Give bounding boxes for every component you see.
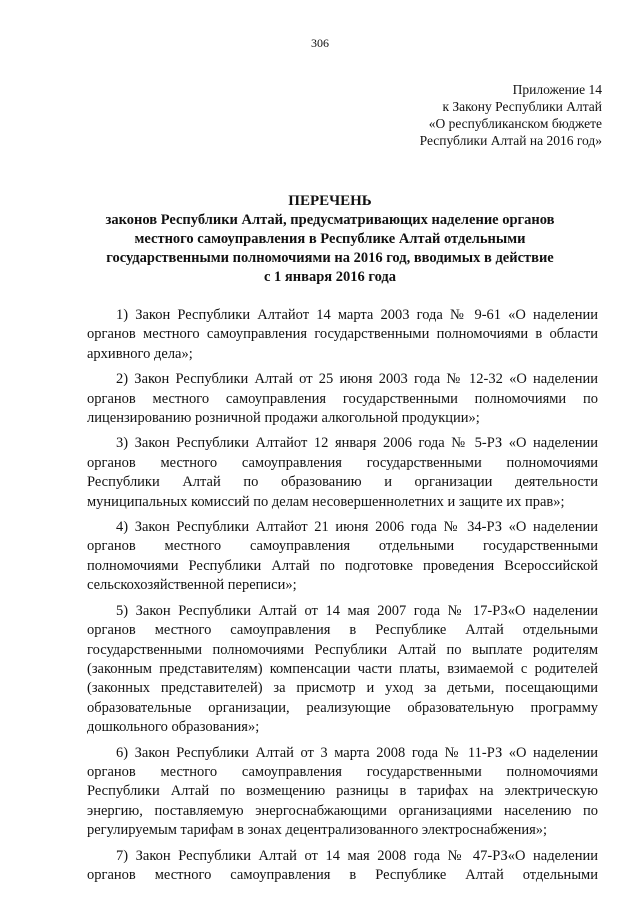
law-text-line: органов местного самоуправления отдельными государственными [87,538,598,555]
law-text-line: 4) Закон Республики Алтайот 21 июня 2006 года № 34-РЗ «О наделении [116,519,598,536]
law-text-line: архивного дела»; [87,345,193,362]
law-text-line: регулируемым тарифам в зонах децентрализованного электроснабжения»; [87,822,548,839]
law-item [87,602,598,738]
title-line: местного самоуправления в Республике Алтай отдельными [134,231,526,247]
law-text-line: 5) Закон Республики Алтай от 14 мая 2007 года № 17-РЗ«О наделении [116,602,598,619]
law-text-line: органов местного самоуправления государственными полномочиями в области [87,326,598,343]
appendix-line: «О республиканском бюджете [428,116,602,131]
law-text-line: органов местного самоуправления государственными полномочиями по [87,390,598,407]
law-text-line: полномочиями Республики Алтай по подготовке проведения Всероссийской [87,557,598,574]
title-line: законов Республики Алтай, предусматривающих наделение органов [105,212,555,228]
law-text-line: сельскохозяйственной переписи»; [87,577,297,594]
law-text-line: энергию, поставляемую энергоснабжающими организациями населению по [87,802,598,819]
law-text-line: органов местного самоуправления в Республике Алтай отдельными [87,866,598,883]
law-text-line: (законным представителям) компенсации части платы, взимаемой с родителей [87,660,598,677]
law-text-line: дошкольного образования»; [87,719,260,736]
title-line: с 1 января 2016 года [263,269,396,285]
appendix-line: к Закону Республики Алтай [442,99,602,114]
appendix-line: Республики Алтай на 2016 год» [419,133,602,148]
law-text-line: Республики Алтай по возмещению разницы в тарифах на электрическую [87,783,598,800]
law-text-line: 1) Закон Республики Алтайот 14 марта 2003 года № 9-61 «О наделении [116,307,598,323]
appendix-note [420,81,602,149]
document-title [60,192,600,287]
law-text-line: (законных представителей) за присмотр и уход за детьми, посещающими [87,680,598,697]
law-list [87,306,598,891]
law-item [87,306,598,364]
law-item [87,370,598,428]
law-item [87,434,598,512]
law-text-line: 6) Закон Республики Алтай от 3 марта 2008 года № 11-РЗ «О наделении [116,744,598,761]
law-text-line: органов местного самоуправления государственными полномочиями [87,763,598,780]
title-line: государственными полномочиями на 2016 год, вводимых в действие [106,250,554,266]
law-item [87,518,598,596]
law-text-line: государственными полномочиями Республики Алтай по выплате родителям [87,641,598,658]
law-text-line: муниципальных комиссий по делам несовершеннолетних и защите их прав»; [87,493,565,510]
law-item [87,847,598,886]
law-text-line: органов местного самоуправления государственными полномочиями [87,454,598,471]
law-text-line: образовательные организации, реализующие образовательную программу [87,699,598,716]
law-text-line: 7) Закон Республики Алтай от 14 мая 2008 года № 47-РЗ«О наделении [116,847,598,864]
law-item [87,744,598,841]
law-text-line: органов местного самоуправления в Республике Алтай отдельными [87,622,598,639]
page-number: 306 [311,36,329,50]
law-text-line: лицензированию розничной продажи алкогольной продукции»; [87,410,480,427]
law-text-line: Республики Алтай по образованию и организации деятельности [87,474,598,491]
law-text-line: 2) Закон Республики Алтай от 25 июня 2003 года № 12-32 «О наделении [116,371,598,388]
law-text-line: 3) Закон Республики Алтайот 12 января 2006 года № 5-РЗ «О наделении [116,435,598,452]
title-heading: ПЕРЕЧЕНЬ [288,193,372,209]
appendix-line: Приложение 14 [512,82,602,97]
